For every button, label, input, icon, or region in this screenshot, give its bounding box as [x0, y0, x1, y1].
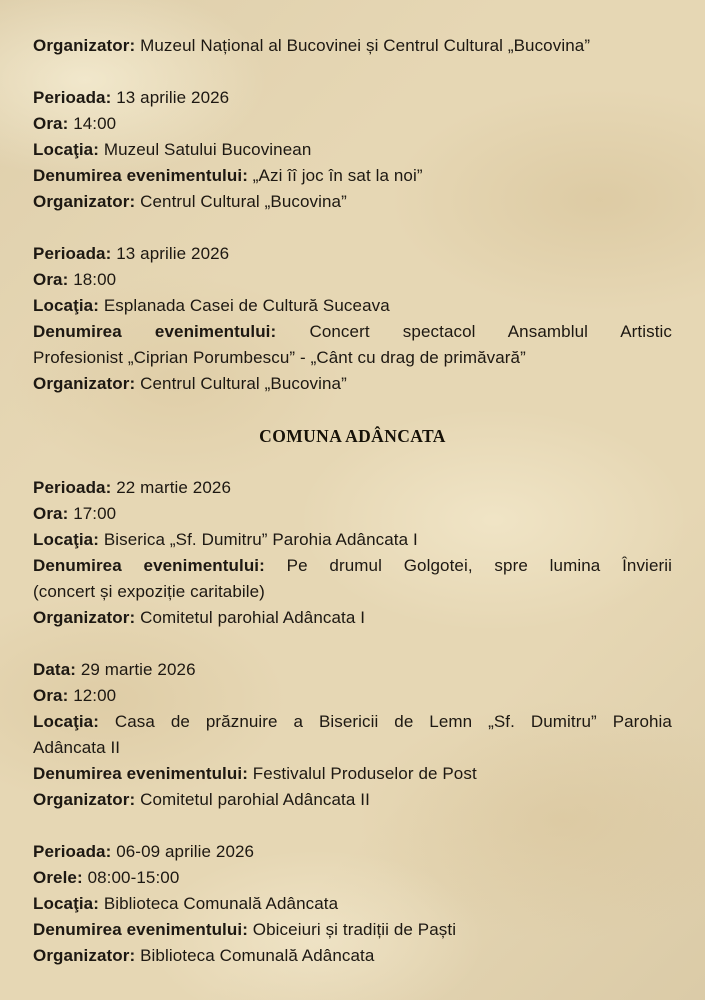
event-line-continuation	[33, 579, 672, 605]
event-line	[33, 137, 672, 163]
event-line	[33, 475, 672, 501]
field-label: Denumirea evenimentului:	[33, 764, 248, 783]
event-line	[33, 319, 672, 345]
event-line	[33, 501, 672, 527]
event-line	[33, 865, 672, 891]
event-block	[33, 85, 672, 215]
field-value: Pe drumul Golgotei, spre lumina Învierii	[286, 556, 673, 575]
field-value: Biblioteca Comunală Adâncata	[140, 946, 375, 965]
field-value: Centrul Cultural „Bucovina”	[140, 374, 347, 393]
event-block	[33, 241, 672, 397]
field-value: Adâncata II	[33, 738, 121, 757]
field-value: Concert spectacol Ansamblul Artistic	[309, 322, 673, 341]
field-value: Centrul Cultural „Bucovina”	[140, 192, 347, 211]
event-line	[33, 709, 672, 735]
event-line	[33, 527, 672, 553]
event-line	[33, 657, 672, 683]
field-label: Locaţia:	[33, 140, 99, 159]
event-line	[33, 293, 672, 319]
field-label: Ora:	[33, 270, 69, 289]
field-value: Comitetul parohial Adâncata II	[140, 790, 370, 809]
field-label: Organizator:	[33, 608, 136, 627]
field-label: Ora:	[33, 686, 69, 705]
field-value: 17:00	[73, 504, 117, 523]
event-line	[33, 189, 672, 215]
event-line	[33, 241, 672, 267]
event-line-continuation	[33, 345, 672, 371]
field-value: Biserica „Sf. Dumitru” Parohia Adâncata I	[103, 530, 418, 549]
field-label: Locaţia:	[33, 530, 99, 549]
field-value: Esplanada Casei de Cultură Suceava	[103, 296, 390, 315]
event-line	[33, 605, 672, 631]
field-value: „Azi îî joc în sat la noi”	[252, 166, 423, 185]
event-line	[33, 553, 672, 579]
event-line	[33, 267, 672, 293]
event-line	[33, 85, 672, 111]
event-line	[33, 943, 672, 969]
field-label: Data:	[33, 660, 77, 679]
field-label: Locaţia:	[33, 712, 99, 731]
field-label: Organizator:	[33, 374, 136, 393]
field-value: 12:00	[73, 686, 117, 705]
event-block	[33, 657, 672, 813]
field-label: Denumirea evenimentului:	[33, 322, 277, 341]
field-label: Organizator:	[33, 192, 136, 211]
event-line	[33, 761, 672, 787]
field-value: 14:00	[73, 114, 117, 133]
field-value: Comitetul parohial Adâncata I	[140, 608, 366, 627]
event-line	[33, 683, 672, 709]
field-label: Perioada:	[33, 244, 112, 263]
field-value: 06-09 aprilie 2026	[116, 842, 255, 861]
field-value: Muzeul Satului Bucovinean	[103, 140, 312, 159]
field-value: 18:00	[73, 270, 117, 289]
field-label: Orele:	[33, 868, 83, 887]
field-label: Perioada:	[33, 842, 112, 861]
field-label: Denumirea evenimentului:	[33, 556, 265, 575]
field-label: Organizator:	[33, 790, 136, 809]
field-value: 08:00-15:00	[87, 868, 180, 887]
field-label: Ora:	[33, 504, 69, 523]
field-label: Ora:	[33, 114, 69, 133]
event-line	[33, 163, 672, 189]
section-heading: COMUNA ADÂNCATA	[259, 426, 446, 446]
event-line	[33, 371, 672, 397]
event-line	[33, 839, 672, 865]
field-value: Biblioteca Comunală Adâncata	[103, 894, 339, 913]
event-line-continuation	[33, 735, 672, 761]
field-label: Locaţia:	[33, 296, 99, 315]
event-block	[33, 839, 672, 969]
field-value: 13 aprilie 2026	[116, 244, 230, 263]
field-value: Casa de prăznuire a Bisericii de Lemn „Sf. Dumitru” Parohia	[114, 712, 672, 731]
field-label: Perioada:	[33, 478, 112, 497]
field-value: 13 aprilie 2026	[116, 88, 230, 107]
field-label: Perioada:	[33, 88, 112, 107]
event-line	[33, 917, 672, 943]
field-value: 22 martie 2026	[116, 478, 232, 497]
field-label: Denumirea evenimentului:	[33, 920, 248, 939]
field-value: (concert și expoziție caritabile)	[33, 582, 265, 601]
event-block	[33, 475, 672, 631]
event-line	[33, 33, 672, 59]
field-value: Festivalul Produselor de Post	[252, 764, 477, 783]
field-label: Organizator:	[33, 36, 136, 55]
field-label: Locaţia:	[33, 894, 99, 913]
event-line	[33, 111, 672, 137]
event-line	[33, 787, 672, 813]
field-value: 29 martie 2026	[80, 660, 196, 679]
field-value: Muzeul Național al Bucovinei și Centrul Cultural „Bucovina”	[140, 36, 591, 55]
event-block	[33, 33, 672, 59]
field-value: Profesionist „Ciprian Porumbescu” - „Cânt cu drag de primăvară”	[33, 348, 526, 367]
field-label: Organizator:	[33, 946, 136, 965]
field-value: Obiceiuri și tradiții de Paști	[252, 920, 457, 939]
event-line	[33, 891, 672, 917]
field-label: Denumirea evenimentului:	[33, 166, 248, 185]
